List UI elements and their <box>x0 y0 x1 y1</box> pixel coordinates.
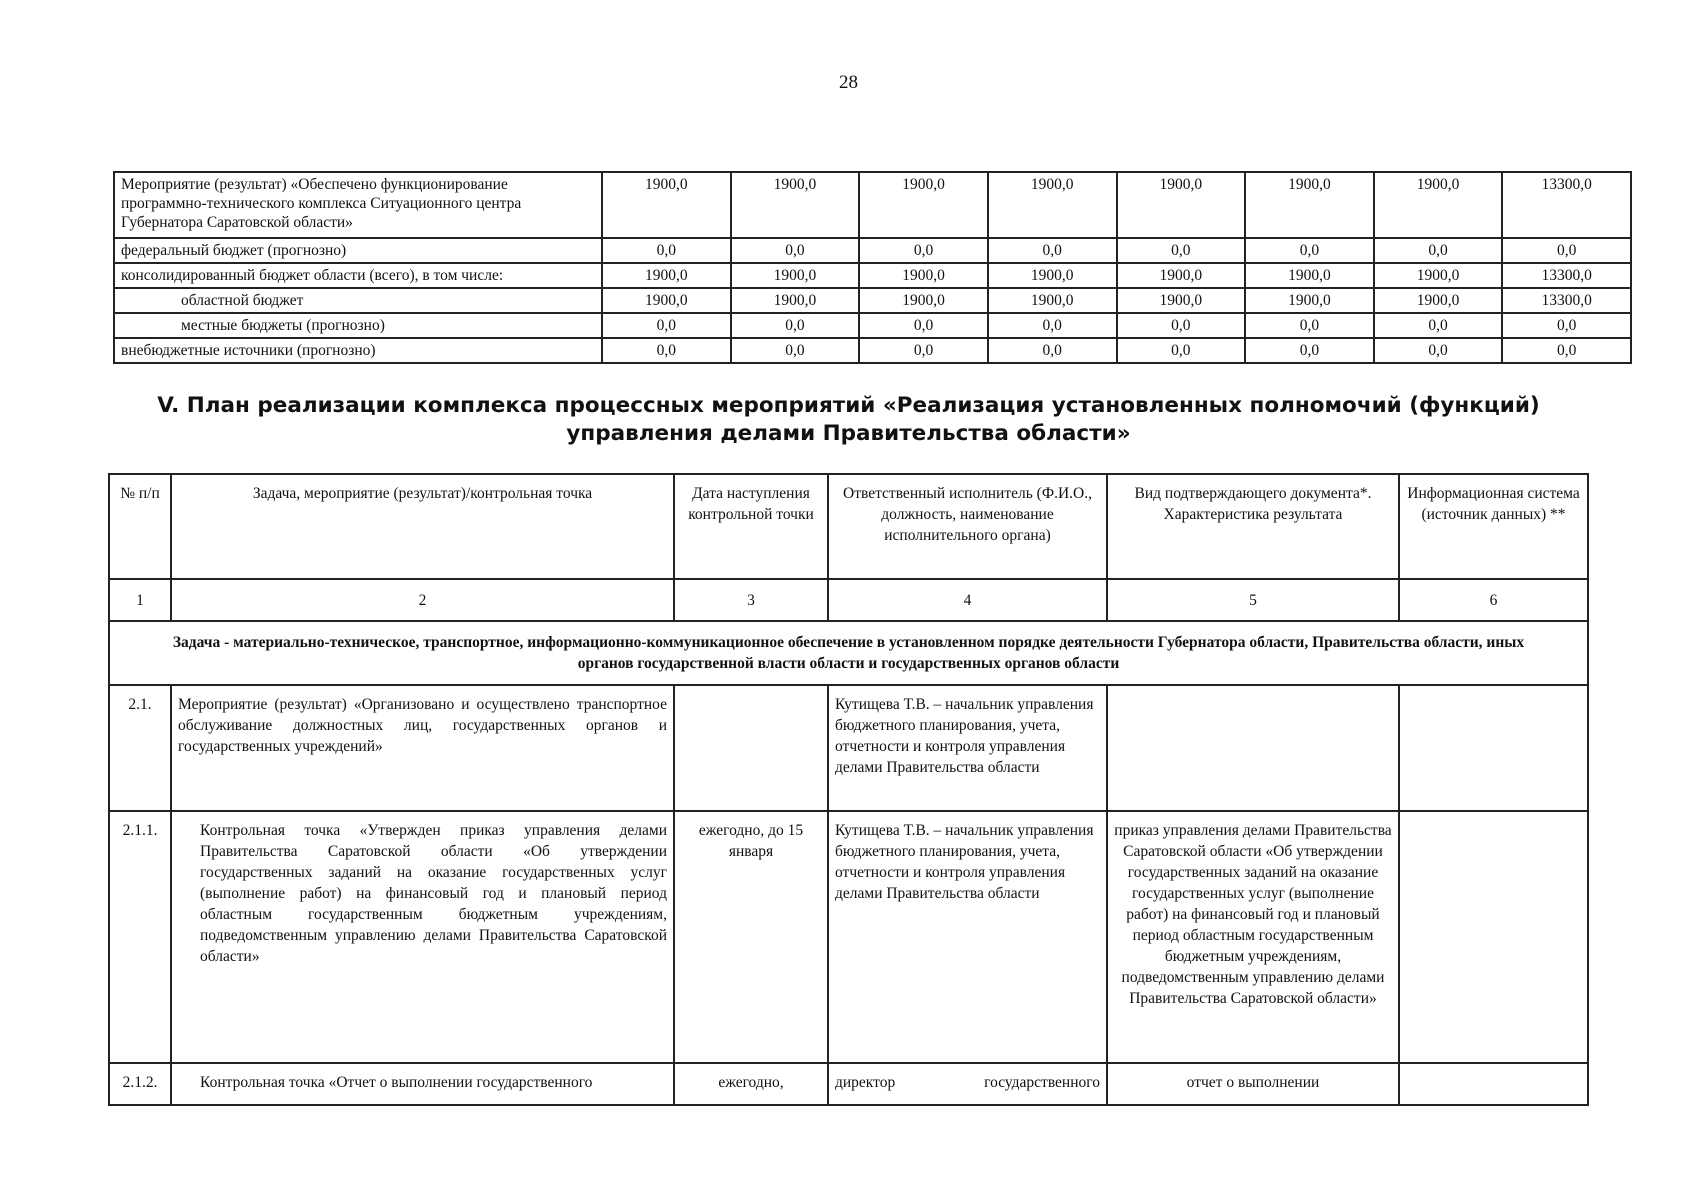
financing-value: 0,0 <box>731 238 860 263</box>
financing-value: 1900,0 <box>1245 263 1374 288</box>
financing-value: 0,0 <box>731 338 860 363</box>
column-number: 6 <box>1399 579 1588 621</box>
financing-value: 1900,0 <box>988 288 1117 313</box>
header-responsible: Ответственный исполнитель (Ф.И.О., должность, наименование исполнительного органа) <box>828 474 1107 579</box>
financing-row <box>114 338 1631 363</box>
financing-value: 0,0 <box>859 238 988 263</box>
table-row <box>109 1063 1588 1105</box>
financing-row <box>114 288 1631 313</box>
financing-value: 0,0 <box>1502 238 1631 263</box>
row-date <box>674 685 828 811</box>
row-task: Контрольная точка «Отчет о выполнении государственного <box>171 1063 674 1105</box>
row-document <box>1107 685 1399 811</box>
header-date: Дата наступления контрольной точки <box>674 474 828 579</box>
row-task: Мероприятие (результат) «Организовано и осуществлено транспортное обслуживание должностных лиц, государственных органов и государственных учреждений» <box>171 685 674 811</box>
row-responsible: Кутищева Т.В. – начальник управления бюджетного планирования, учета, отчетности и контроля управления делами Правительства области <box>828 685 1107 811</box>
financing-row-label: федеральный бюджет (прогнозно) <box>114 238 602 263</box>
task-heading: Задача - материально-техническое, транспортное, информационно-коммуникационное обеспечение в установленном порядке деятельности Губернатора области, Правительства области, иных органов государственной власти области и государственных органов области <box>109 621 1588 685</box>
financing-value: 0,0 <box>1117 313 1246 338</box>
row-date: ежегодно, до 15 января <box>674 811 828 1063</box>
financing-value: 0,0 <box>602 238 731 263</box>
financing-row-label: консолидированный бюджет области (всего), в том числе: <box>114 263 602 288</box>
column-number-row <box>109 579 1588 621</box>
row-responsible: Кутищева Т.В. – начальник управления бюджетного планирования, учета, отчетности и контроля управления делами Правительства области <box>828 811 1107 1063</box>
financing-row-label: местные бюджеты (прогнозно) <box>114 313 602 338</box>
financing-value: 1900,0 <box>859 263 988 288</box>
financing-value: 0,0 <box>988 338 1117 363</box>
financing-value: 1900,0 <box>602 288 731 313</box>
financing-row-label: внебюджетные источники (прогнозно) <box>114 338 602 363</box>
financing-value: 13300,0 <box>1502 172 1631 238</box>
financing-value: 0,0 <box>1117 338 1246 363</box>
task-row <box>109 621 1588 685</box>
financing-value: 1900,0 <box>988 172 1117 238</box>
row-date: ежегодно, <box>674 1063 828 1105</box>
financing-value: 1900,0 <box>1374 172 1503 238</box>
financing-value: 1900,0 <box>1245 172 1374 238</box>
row-system <box>1399 1063 1588 1105</box>
financing-value: 1900,0 <box>602 172 731 238</box>
row-system <box>1399 811 1588 1063</box>
financing-value: 0,0 <box>602 313 731 338</box>
financing-row <box>114 172 1631 238</box>
header-task: Задача, мероприятие (результат)/контрольная точка <box>171 474 674 579</box>
column-number: 5 <box>1107 579 1399 621</box>
financing-row-label: областной бюджет <box>114 288 602 313</box>
section-title-line2: управления делами Правительства области» <box>566 421 1131 446</box>
financing-value: 13300,0 <box>1502 288 1631 313</box>
financing-value: 0,0 <box>1374 338 1503 363</box>
row-task: Контрольная точка «Утвержден приказ управления делами Правительства Саратовской области «Об утверждении государственных заданий на оказание государственных услуг (выполнение работ) на финансовый год и плановый период областным государственным бюджетным учреждениям, подведомственным управлению делами Правительства Саратовской области» <box>171 811 674 1063</box>
table-row <box>109 685 1588 811</box>
financing-value: 1900,0 <box>731 263 860 288</box>
financing-value: 1900,0 <box>1245 288 1374 313</box>
financing-value: 0,0 <box>859 338 988 363</box>
column-number: 3 <box>674 579 828 621</box>
header-document: Вид подтверждающего документа*. Характеристика результата <box>1107 474 1399 579</box>
row-document: приказ управления делами Правительства Саратовской области «Об утверждении государственных заданий на оказание государственных услуг (выполнение работ) на финансовый год и плановый период областным государственным бюджетным учреждениям, подведомственным управлению делами Правительства Саратовской области» <box>1107 811 1399 1063</box>
column-number: 4 <box>828 579 1107 621</box>
financing-value: 0,0 <box>1374 238 1503 263</box>
financing-value: 0,0 <box>988 313 1117 338</box>
financing-value: 0,0 <box>1502 313 1631 338</box>
financing-row-label: Мероприятие (результат) «Обеспечено функционирование программно-технического комплекса Ситуационного центра Губернатора Саратовской области» <box>114 172 602 238</box>
row-number: 2.1.2. <box>109 1063 171 1105</box>
financing-value: 1900,0 <box>1117 172 1246 238</box>
financing-value: 1900,0 <box>988 263 1117 288</box>
financing-value: 0,0 <box>1245 313 1374 338</box>
header-num: № п/п <box>109 474 171 579</box>
financing-value: 1900,0 <box>1117 288 1246 313</box>
financing-table <box>113 171 1632 364</box>
financing-value: 0,0 <box>1502 338 1631 363</box>
row-number: 2.1.1. <box>109 811 171 1063</box>
page-number: 28 <box>839 72 858 93</box>
financing-value: 0,0 <box>988 238 1117 263</box>
row-responsible: директор государственного <box>828 1063 1107 1105</box>
column-number: 2 <box>171 579 674 621</box>
header-system: Информационная система (источник данных) ** <box>1399 474 1588 579</box>
financing-value: 0,0 <box>731 313 860 338</box>
financing-row <box>114 238 1631 263</box>
table-row <box>109 811 1588 1063</box>
section-title <box>0 392 1697 448</box>
column-number: 1 <box>109 579 171 621</box>
financing-value: 1900,0 <box>1374 263 1503 288</box>
financing-value: 0,0 <box>1245 338 1374 363</box>
header-row <box>109 474 1588 579</box>
financing-row <box>114 263 1631 288</box>
financing-value: 0,0 <box>1117 238 1246 263</box>
row-number: 2.1. <box>109 685 171 811</box>
financing-value: 0,0 <box>859 313 988 338</box>
row-document: отчет о выполнении <box>1107 1063 1399 1105</box>
financing-value: 1900,0 <box>859 172 988 238</box>
financing-value: 0,0 <box>1245 238 1374 263</box>
financing-value: 1900,0 <box>1117 263 1246 288</box>
section-title-line1: V. План реализации комплекса процессных мероприятий «Реализация установленных полномочий (функций) <box>157 393 1540 418</box>
financing-value: 1900,0 <box>602 263 731 288</box>
row-system <box>1399 685 1588 811</box>
financing-value: 1900,0 <box>731 172 860 238</box>
financing-row <box>114 313 1631 338</box>
plan-table <box>108 473 1589 1106</box>
financing-value: 0,0 <box>1374 313 1503 338</box>
financing-value: 13300,0 <box>1502 263 1631 288</box>
financing-value: 1900,0 <box>731 288 860 313</box>
financing-value: 0,0 <box>602 338 731 363</box>
financing-value: 1900,0 <box>859 288 988 313</box>
financing-value: 1900,0 <box>1374 288 1503 313</box>
